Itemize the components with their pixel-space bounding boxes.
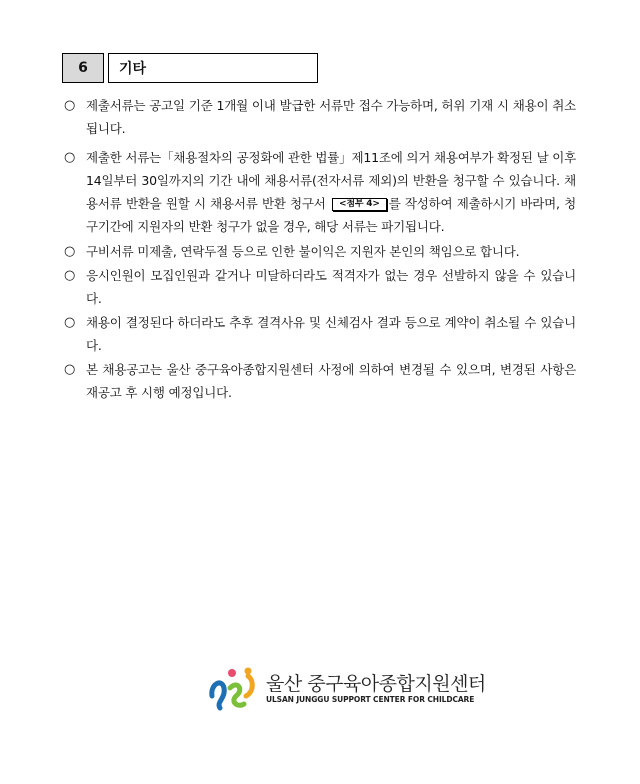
item-text: 제출서류는 공고일 기준 1개월 이내 발급한 서류만 접수 가능하며, 허위 기재 시 채용이 취소됩니다.	[86, 98, 576, 136]
logo-name-korean: 울산 중구육아종합지원센터	[266, 673, 486, 695]
item-text-after: 를 작성하여 제출하시기 바라며, 청구기간에 지원자의 반환 청구가 없을 경우, 해당 서류는 파기됩니다.	[86, 196, 576, 234]
list-item	[64, 240, 576, 263]
list-item	[64, 358, 576, 404]
bullet-icon: ○	[64, 315, 76, 330]
logo-name-english: ULSAN JUNGGU SUPPORT CENTER FOR CHILDCARE	[266, 695, 475, 704]
bullet-icon: ○	[64, 244, 76, 259]
section-title: 기타	[108, 53, 318, 83]
center-logo	[208, 666, 486, 712]
item-text	[86, 146, 576, 238]
item-text: 본 채용공고는 울산 중구육아종합지원센터 사정에 의하여 변경될 수 있으며, 변경된 사항은 재공고 후 시행 예정입니다.	[86, 362, 576, 400]
notice-list	[64, 94, 576, 405]
list-item	[64, 94, 576, 140]
list-item	[64, 146, 576, 238]
bullet-icon: ○	[64, 268, 76, 283]
bullet-icon: ○	[64, 150, 76, 165]
item-text: 채용이 결정된다 하더라도 추후 결격사유 및 신체검사 결과 등으로 계약이 취소될 수 있습니다.	[86, 315, 576, 353]
section-number: 6	[62, 53, 104, 83]
list-item	[64, 311, 576, 357]
bullet-icon: ○	[64, 362, 76, 377]
item-text: 구비서류 미제출, 연락두절 등으로 인한 불이익은 지원자 본인의 책임으로 합니다.	[86, 244, 520, 259]
section-header	[62, 53, 318, 83]
center-logo-icon	[208, 666, 258, 712]
item-text: 응시인원이 모집인원과 같거나 미달하더라도 적격자가 없는 경우 선발하지 않을 수 있습니다.	[86, 268, 576, 306]
logo-text	[266, 673, 486, 705]
list-item	[64, 264, 576, 310]
attachment-badge: <첨부 4>	[332, 198, 387, 211]
item-text-before: 제출한 서류는「채용절차의 공정화에 관한 법률」제11조에 의거 채용여부가 확정된 날 이후 14일부터 30일까지의 기간 내에 채용서류(전자서류 제외)의 반환을 청구할 수 있습니다. 채용서류 반환을 원할 시 채용서류 반환 청구서	[86, 150, 576, 211]
bullet-icon: ○	[64, 98, 76, 113]
